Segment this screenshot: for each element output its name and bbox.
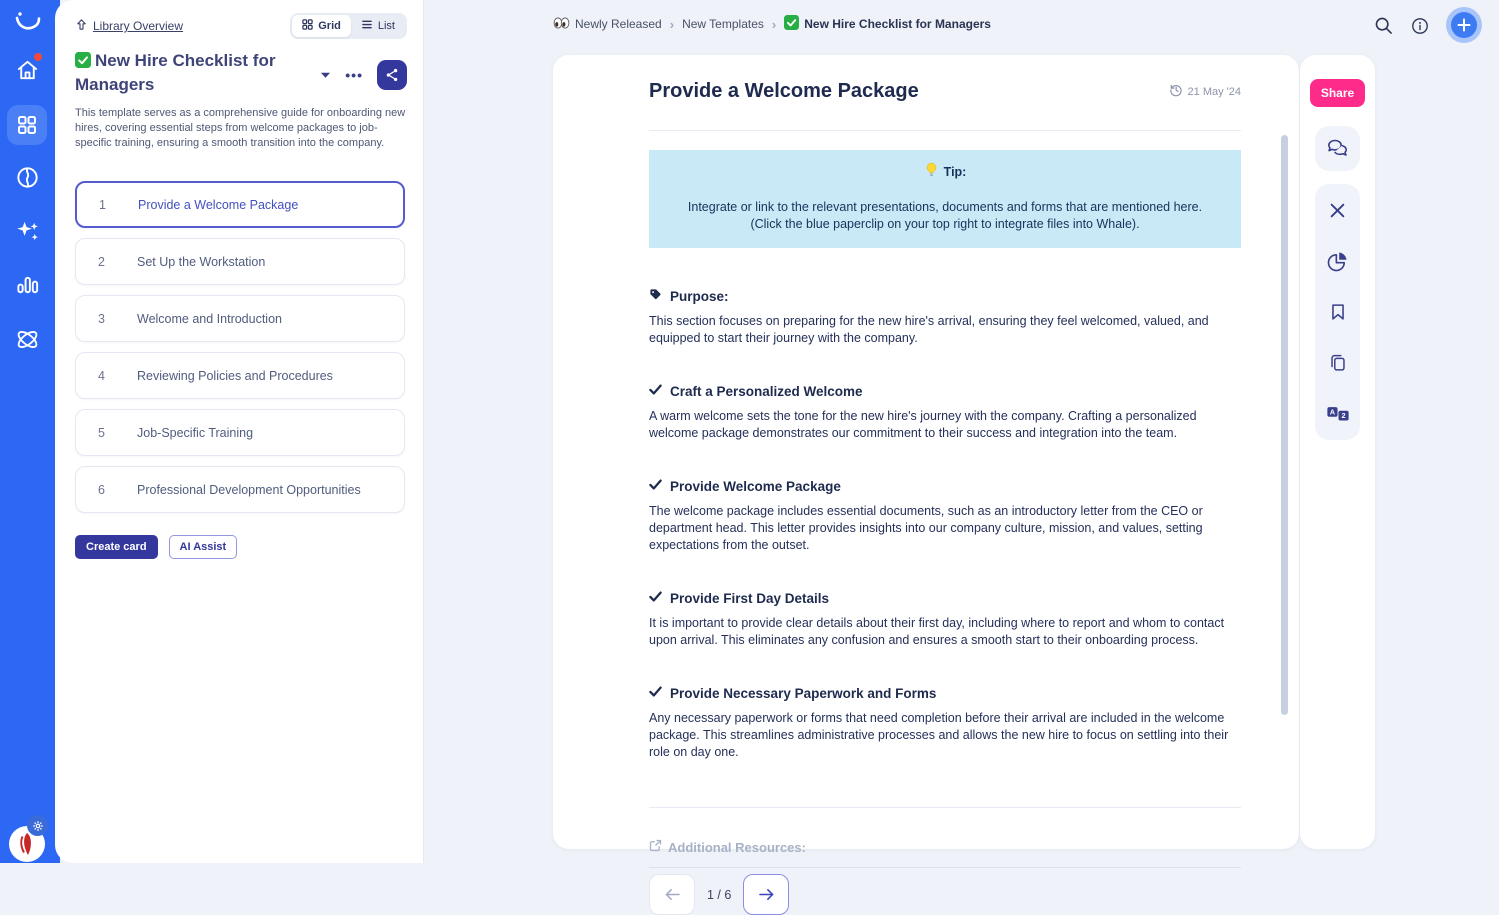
library-panel [55,0,424,863]
list-view-icon [361,19,373,33]
share-nodes-icon [384,67,400,83]
add-button[interactable] [1451,12,1477,38]
card-list [75,181,405,523]
document-card [553,55,1299,902]
info-icon[interactable] [1411,17,1429,40]
previous-page-button[interactable] [649,874,695,915]
list-view-label: List [377,20,395,32]
tip-line: (Click the blue paperclip on your top right to integrate files into Whale). [750,217,1140,231]
more-options-icon[interactable]: ••• [345,67,363,83]
view-toggle [290,13,407,39]
checkmark-icon [649,590,662,606]
library-overview-link[interactable] [75,18,183,34]
section-body: Any necessary paperwork or forms that need completion before their arrival are included in the welcome package. This streamlines administrative processes and allows the new hire to focus on settling into their role on day one. [649,711,1229,759]
card-number: 3 [98,311,105,326]
chevron-right-icon: › [771,16,777,32]
section-heading: Provide Welcome Package [670,478,841,494]
create-card-button[interactable]: Create card [75,535,158,559]
card-label: Professional Development Opportunities [137,482,361,497]
pie-chart-icon [1326,250,1349,273]
last-updated [1169,83,1241,100]
card-item-5[interactable] [75,409,405,456]
page-count: 1 / 6 [707,887,732,902]
plus-icon [1457,18,1471,32]
card-number: 5 [98,425,105,440]
ai-assist-button[interactable]: AI Assist [169,535,238,559]
section-first-day [649,590,1241,649]
card-item-2[interactable] [75,238,405,285]
chevron-right-icon: › [669,16,675,32]
card-number: 4 [98,368,105,383]
bulb-emoji-icon [924,162,939,182]
additional-resources-label: Additional Resources: [668,839,806,855]
duplicate-button[interactable] [1326,351,1350,375]
atom-icon[interactable] [0,326,55,353]
app-rail [0,0,60,863]
section-heading: Provide Necessary Paperwork and Forms [670,685,937,701]
svg-text:A: A [1329,407,1335,417]
checkmark-icon [649,383,662,399]
external-link-icon [649,839,662,855]
section-heading: Purpose: [670,288,729,304]
section-body: A warm welcome sets the tone for the new hire's journey with the company. Crafting a personalized welcome package demonstrates our commitment to their success and integration into the team. [649,409,1197,440]
section-body: The welcome package includes essential documents, such as an introductory letter from the CEO or department head. This letter provides insights into our company culture, mission, and values, setting expectations from the outset. [649,504,1203,552]
breadcrumb-label: New Templates [682,17,764,31]
tip-title: Tip: [943,164,967,179]
close-icon [1329,202,1346,219]
grid-icon[interactable] [7,105,47,145]
card-label: Job-Specific Training [137,425,254,440]
scrollbar-thumb[interactable] [1281,135,1288,715]
notification-dot [34,53,42,61]
additional-resources-heading [649,839,1241,868]
share-template-button[interactable] [377,60,407,90]
chat-icon [1325,138,1351,160]
comments-button[interactable] [1315,126,1360,171]
template-title-text: New Hire Checklist for Managers [75,51,276,95]
close-button[interactable] [1326,198,1350,222]
translate-button[interactable] [1326,402,1350,426]
eyes-emoji-icon [553,17,570,32]
section-heading: Craft a Personalized Welcome [670,383,863,399]
divider [649,130,1241,131]
check-emoji-icon [784,15,799,33]
document-title: Provide a Welcome Package [649,80,919,102]
tools-panel [1300,55,1375,849]
home-icon[interactable] [0,57,55,84]
breadcrumb-current [784,15,991,33]
breadcrumb-label: Newly Released [575,17,662,31]
grid-view-button[interactable] [292,15,351,37]
list-view-button[interactable] [351,15,405,37]
analytics-button[interactable] [1326,249,1350,273]
breadcrumb-new-templates[interactable] [682,17,764,31]
breadcrumb [553,15,991,33]
tag-icon [649,288,662,304]
section-welcome-package [649,478,1241,554]
breadcrumb-label: New Hire Checklist for Managers [804,17,991,31]
section-body: It is important to provide clear details about their first day, including where to report and whom to contact upon arrival. This eliminates any confusion and ensures a smooth start to their onboarding process. [649,616,1225,647]
checkmark-icon [649,478,662,494]
card-label: Reviewing Policies and Procedures [137,368,333,383]
card-label: Set Up the Workstation [137,254,266,269]
tip-callout [649,150,1241,248]
grid-view-label: Grid [318,20,341,32]
section-paperwork [649,685,1241,761]
check-emoji-icon [75,52,91,74]
divider [649,807,1241,808]
last-updated-date: 21 May '24 [1187,85,1241,98]
history-icon [1169,83,1183,100]
arrow-right-icon [758,888,775,901]
brain-icon[interactable] [0,164,55,191]
template-title [75,50,320,97]
tip-line: Integrate or link to the relevant presentations, documents and forms that are mentioned here. [687,200,1203,214]
tool-stack [1315,184,1360,440]
section-purpose [649,288,1241,347]
section-craft-welcome [649,383,1241,442]
checkmark-icon [649,685,662,701]
translate-icon [1326,404,1350,424]
whale-logo[interactable] [0,8,55,40]
search-icon[interactable] [1374,16,1393,40]
next-page-button[interactable] [743,874,789,915]
card-item-1[interactable] [75,181,405,228]
section-body: This section focuses on preparing for the new hire's arrival, ensuring they feel welcomed, valued, and equipped to start their journey with the company. [649,314,1209,345]
card-number: 2 [98,254,105,269]
bar-chart-icon[interactable] [0,272,55,299]
pagination [649,874,1241,915]
copy-icon [1327,352,1349,374]
chevron-down-icon[interactable] [320,71,331,79]
card-number: 1 [99,197,106,212]
library-overview-label[interactable]: Library Overview [93,19,184,33]
gear-icon[interactable] [27,815,48,836]
share-button[interactable]: Share [1310,79,1365,107]
bookmark-icon [1327,301,1349,323]
section-heading: Provide First Day Details [670,590,830,606]
template-description: This template serves as a comprehensive guide for onboarding new hires, covering essential steps from welcome packages to job-specific training, ensuring a smooth transition into the company. [75,107,406,149]
card-item-6[interactable] [75,466,405,513]
card-item-4[interactable] [75,352,405,399]
breadcrumb-newly-released[interactable] [553,17,662,32]
card-label: Provide a Welcome Package [138,197,299,212]
arrow-left-icon [664,888,681,901]
up-arrow-icon [75,18,88,34]
sparkles-icon[interactable] [0,218,55,245]
grid-view-icon [302,19,313,33]
card-label: Welcome and Introduction [137,311,282,326]
card-item-3[interactable] [75,295,405,342]
card-number: 6 [98,482,105,497]
svg-text:2: 2 [1340,411,1346,421]
bookmark-button[interactable] [1326,300,1350,324]
